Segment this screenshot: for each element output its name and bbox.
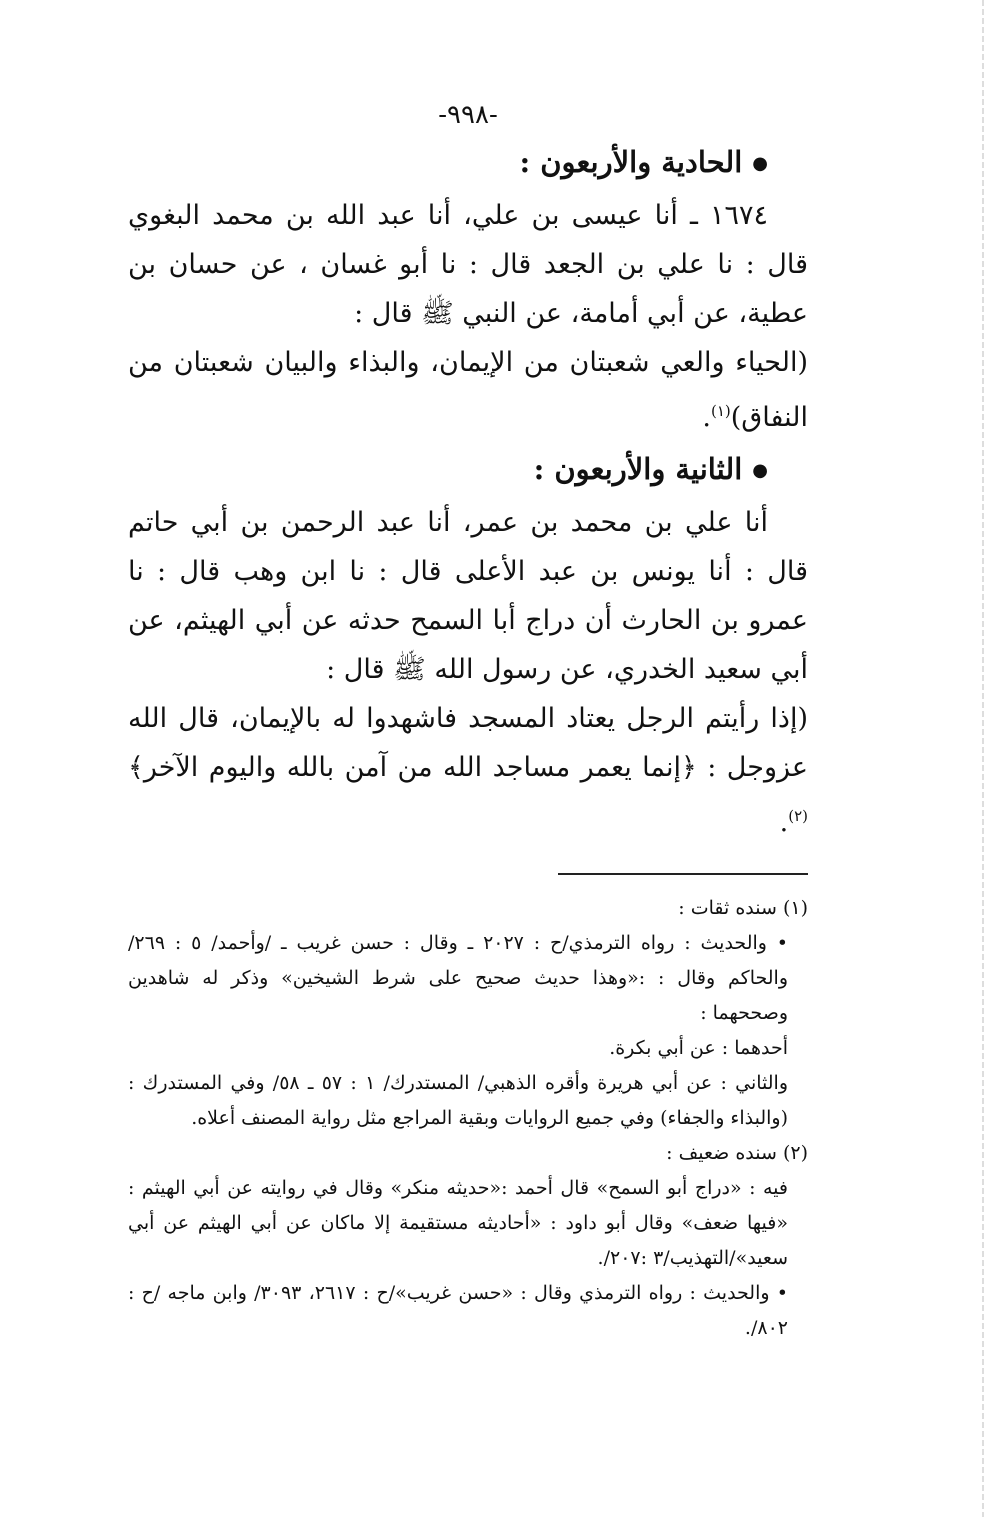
footnote-line: أحدهما : عن أبي بكرة. <box>609 1037 788 1059</box>
section-heading: ●الثانية والأربعون : <box>533 452 768 486</box>
footnote-line: • والحديث : رواه الترمذي/ح : ٢٠٢٧ ـ وقال : حسن غريب ـ /وأحمد/ ٥ : ٢٦٩/ والحاكم وقال : :«وهذا حديث صحيح على شرط الشيخين» وذكر له شاهدين وصححهما : <box>128 932 789 1024</box>
footnote-line: • والحديث : رواه الترمذي وقال : «حسن غريب»/ح : ٢٦١٧، ٣٠٩٣/ وابن ماجه /ح : ٨٠٢/. <box>128 1282 789 1339</box>
footnote-ref[interactable]: (١) <box>710 402 731 420</box>
hadith-text: (الحياء والعي شعبتان من الإيمان، والبذاء والبيان شعبتان من النفاق)$^{(١)}$. <box>128 347 808 433</box>
section-heading: ●الحادية والأربعون : <box>519 145 768 179</box>
footnote-label: (١) سنده ثقات : <box>678 897 808 919</box>
scan-edge-line <box>982 0 984 1517</box>
footnote-line: فيه : «دراج أبو السمح» قال أحمد :«حديثه منكر» وقال في روايته عن أبي الهيثم : «فيها ضعف» وقال أبو داود : «أحاديثه مستقيمة إلا ماكان عن أبي الهيثم عن أبي سعيد»/التهذيب/٣ :٢٠٧/. <box>128 1177 788 1269</box>
book-page <box>128 95 808 1346</box>
footnote-label: (٢) سنده ضعيف : <box>666 1142 808 1164</box>
section-41 <box>128 139 808 442</box>
section-42 <box>128 446 808 847</box>
bullet-icon: ● <box>752 153 768 174</box>
footnote-divider <box>558 873 808 875</box>
hadith-isnad: ١٦٧٤ ـ أنا عيسى بن علي، أنا عبد الله بن محمد البغوي قال : نا علي بن الجعد قال : نا أبو غسان ، عن حسان بن عطية، عن أبي أمامة، عن النبي ﷺ قال : <box>128 200 808 329</box>
hadith-isnad: أنا علي بن محمد بن عمر، أنا عبد الرحمن بن أبي حاتم قال : أنا يونس بن عبد الأعلى قال : نا ابن وهب قال : نا عمرو بن الحارث أن دراج أبا السمح حدثه عن أبي الهيثم، عن أبي سعيد الخدري، عن رسول الله ﷺ قال : <box>128 507 808 685</box>
hadith-text: (إذا رأيتم الرجل يعتاد المسجد فاشهدوا له بالإيمان، قال الله عزوجل : ﴿إنما يعمر مساجد الله من آمن بالله واليوم الآخر﴾$^{(٢)}$. <box>128 703 808 838</box>
page-number: -٩٩٨- <box>438 100 498 130</box>
footnote-line: والثاني : عن أبي هريرة وأقره الذهبي/ المستدرك/ ١ : ٥٧ ـ ٥٨/ وفي المستدرك : (والبذاء والجفاء) وفي جميع الروايات وبقية المراجع مثل رواية المصنف أعلاه. <box>128 1072 788 1129</box>
footnote-ref[interactable]: (٢) <box>788 807 808 825</box>
bullet-icon: ● <box>752 460 768 481</box>
footnotes <box>128 891 808 1346</box>
